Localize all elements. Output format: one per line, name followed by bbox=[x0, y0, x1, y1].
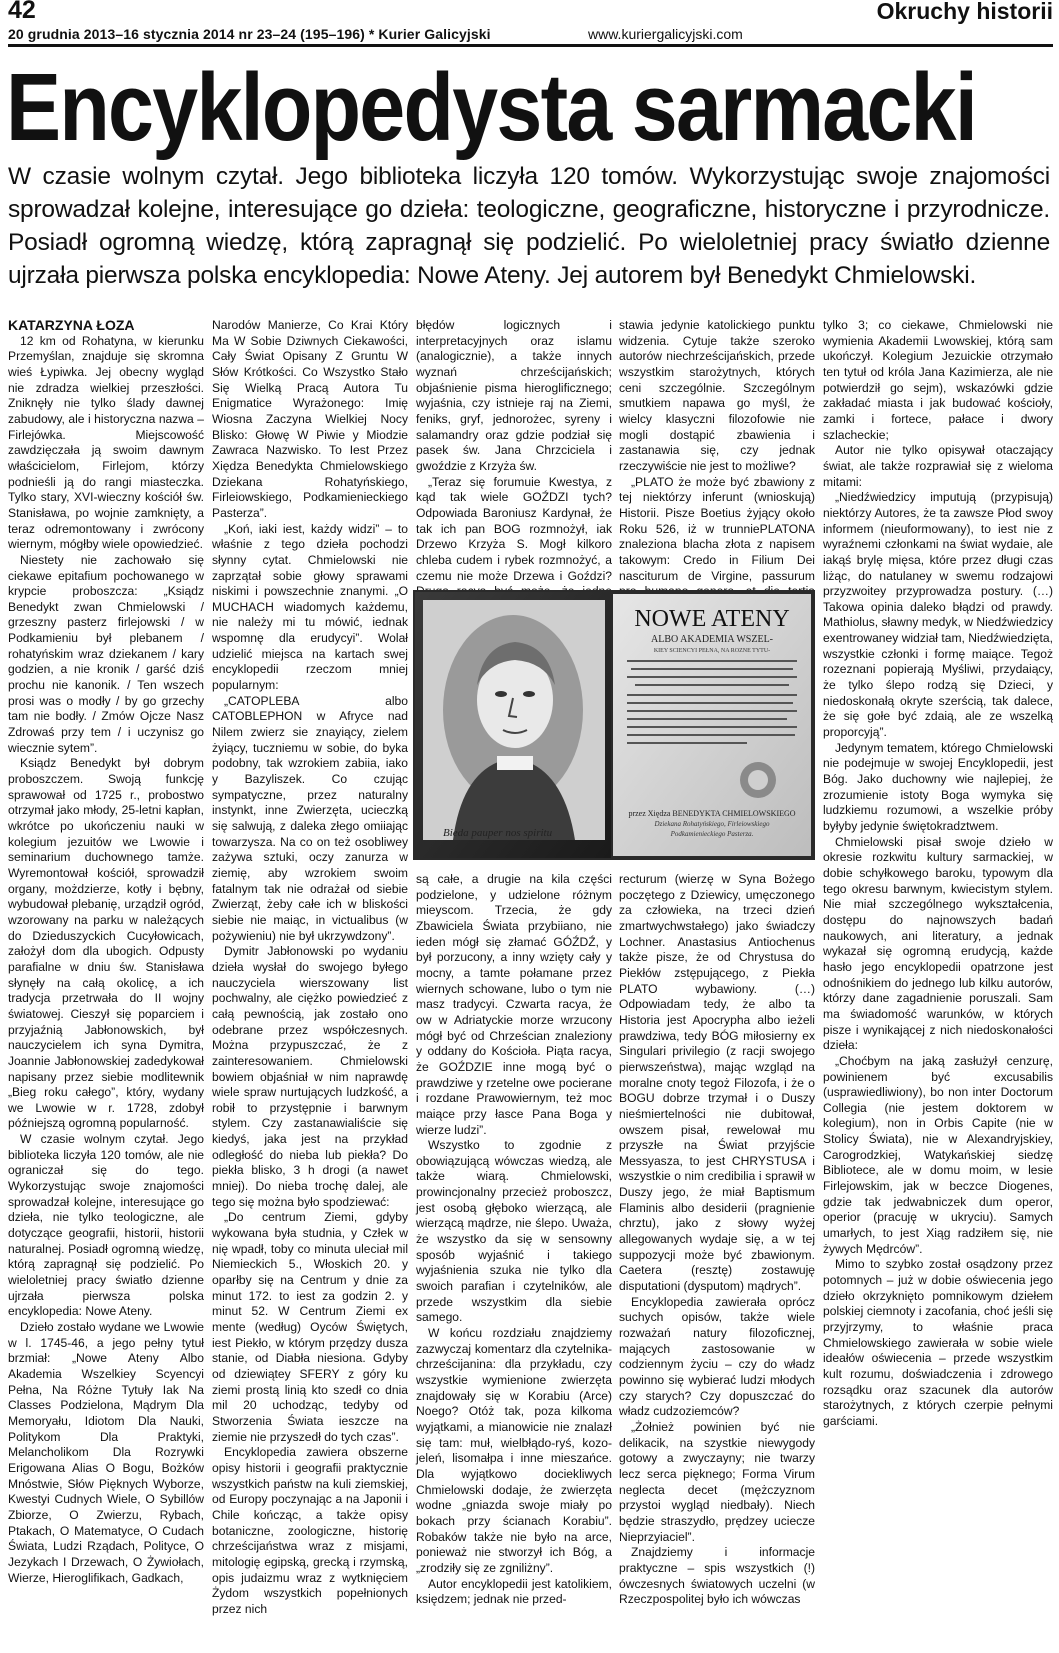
title-page-subtitle: ALBO AKADEMIA WSZEL- bbox=[650, 634, 774, 645]
title-page-author-2: Dziekana Rohatyńskiego, Firleiowskiego bbox=[654, 820, 770, 828]
title-page-subtitle-2: KIEY SCIENCYI PEŁNA, NA ROZNE TYTU- bbox=[653, 648, 771, 654]
header-rule bbox=[8, 44, 1053, 47]
paragraph: „Niedźwiedzicy imputują (przypisują) niektórzy Autores, że ta zawsze Płod swoy informem (nieuformowany), to iest nie z wyraźnemi członkami na świat wydaie, ale iakąś brylę mięsa, które przez długi czas liżąc, do natulaney w swemu rodzajowi przyzwoitey przyprowadza postury. (…) Takowa opinia daleko błądzi od prawdy. Mathiolus, sławny medyk, w Niedźwiedzicy exentrowaney widział tam, Niedźwiedzięta, wszystkie członki i formę maiące. Tegoż rozeznani popierają Myśliwi, przydaiący, że tylko ślepo rodzą się Dzieci, y niedoskonałą okryte szerścią, tak dalece, że się gołe być zdaią, ale ze wszelką proporcyją”. bbox=[823, 490, 1053, 740]
portrait-engraving bbox=[415, 592, 611, 858]
paragraph: stawia jedynie katolickiego punktu widzenia. Cytuje także szeroko autorów niechrześcijańskich, przede wszystkim starożytnych, których ceni szczególnie. Szczególnym smutkiem napawa go myśl, że wielcy klasyczni filozofowie nie mogli dostąpić zbawienia i zastanawia się, czy jednak rzeczywiście nie jest to możliwe? bbox=[619, 318, 815, 473]
article-body bbox=[8, 318, 1053, 1653]
column-3-bottom bbox=[416, 872, 612, 1608]
title-page bbox=[613, 594, 811, 856]
column-1 bbox=[8, 318, 204, 1653]
column-4 bbox=[619, 318, 815, 1653]
paragraph: Autor encyklopedii jest katolikiem, księdzem; jednak nie przed- bbox=[416, 1576, 612, 1607]
paragraph: Narodów Manierze, Co Krai Który Ma W Sobie Dziwnych Ciekawości, Cały Świat Opisany Z Gruntu W Słów Krótkości. Co Wszystko Stało Się Wielką Pracą Autora Tu Enigmatice Wyrażonego: Imię Wiosna Zaczyna Wielkiej Nocy Blisko: Głowę W Piwie y Miodzie Zawraca Nazwisko. To Iest Przez Xiędza Benedykta Chmielowskiego Dziekana Rohatyńskiego, Firleiowskiego, Podkamienieckiego Pasterza”. bbox=[212, 318, 408, 520]
paragraph: „Choćbym na jaką zasłużył cenzurę, powinienem być excusabilis (usprawiedliwiony), bo non inter Doctorum Collegia (nie jestem doktorem w kolegium), non in Orbis Capite (nie w Stolicy Świata), nie w Alexandryjskiey, Carogrodzkiej, Watykańskiej siedzę Bibliotece, ale w domu moim, w lesie Firlejowskim, jak w beczce Diogenes, gdzie tak jedwabniczek dum operor, operior (pracuję w ukryciu). Samych umarłych, to jest Xiąg radziłem się, nie żywych Mędrców”. bbox=[823, 1053, 1053, 1256]
paragraph: „PLATO że może być zbawiony z tej niektórzy inferunt (wnioskują) Historii. Pisze Boetius żyjący około Roku 526, iż w trunniePLATONA znaleziona blacha złota z napisem takowym: Credo in Filium Dei nasciturum de Virgine, passurum bbox=[619, 474, 815, 583]
paragraph: recturum (wierzę w Syna Bożego poczętego z Dziewicy, umęczonego za człowieka, na trzeci dzień zmartwychwstałego) jako świadczy Lochner. Anastasius Antiochenus także pisze, że od Chrystusa do Piekłów zstępującego, z Piekła PLATO wybawiony. (…) Odpowiadam tedy, że albo ta Historia jest Apocrypha albo ieżeli prawdziwa, tedy BÓG miłosierny ex Singulari privilegio (z racji swojego pierwszeństwa), mając wzgląd na moralne cnoty tegoż Filozofa, i że o BOGU dobrze trzymał i o Duszy nieśmiertelności nie dubitował, owszem pisał, rewelował mu przyszłe na Świat przyjście Messyasza, to jest CHRYSTUSA i wszystkie o nim credibilia i sprawił w Duszy jego, że miał Baptismum Flaminis albo desiderii (pragnienie chrztu), jako z słowy wyżej allegowanych wydaje się, a w tej suppozycji może być zbawionym. Caetera (resztę) zostawuję disputationi (dysputom) mądrych”. bbox=[619, 872, 815, 1294]
author-byline: KATARZYNA ŁOZA bbox=[8, 317, 135, 333]
article-lead: W czasie wolnym czytał. Jego biblioteka liczyła 120 tomów. Wykorzystując swoje znajomości sprowadzał kolejne, interesujące go dzieła: teologiczne, geograficzne, historyczne i przyrodnicze. Posiadł ogromną wiedzę, którą zapragnął się podzielić. Po wieloletniej pracy światło dzienne ujrzała pierwsza polska encyklopedia: Nowe Ateny. Jej autorem był Benedykt Chmielowski. bbox=[8, 163, 1050, 289]
article-title: Encyklopedysta sarmacki bbox=[6, 54, 977, 161]
paragraph: błędów logicznych i interpretacyjnych oraz islamu (analogicznie), a także innych wyznań chrześcijańskich; objaśnienie pisma hieroglificznego; wyjaśnia, czy istnieje raj na Ziemi, feniks, gryf, jednorożec, syreny i salamandry oraz gdzie podział się pasek św. Jana Chrzciciela i gwoździe z Krzyża św. bbox=[416, 318, 612, 473]
page-number: 42 bbox=[8, 0, 36, 24]
article-photo bbox=[413, 590, 815, 860]
paragraph: Chmielowski pisał swoje dzieło w okresie rozkwitu kultury sarmackiej, w dobie schyłkowego baroku, typowym dla tego okresu barwnym, kwiecistym stylem. Nie miał szczególnego wykształcenia, dostępu do najnowszych badań naukowych, ani literatury, a jednak wykazał się ogromną erudycją, każde hasło jego encyklopedii opatrzone jest odnośnikiem do jednego lub kilku autorów, którzy dane zagadnienie poruszali. Sam ma świadomość warunków, w których pisze i wynikającej z nich niedoskonałości dzieła: bbox=[823, 834, 1053, 1053]
paragraph: Znajdziemy i informacje praktyczne – spis wszystkich (!) ówczesnych światowych uczelni (w Rzeczpospolitej było ich wówczas bbox=[619, 1545, 815, 1607]
paragraph: „Teraz się forumuie Kwestya, z kąd tak wiele GOŹDZI tych? Odpowiada Baroniusz Kardynał, że tak ich pan BOG rozmnożył, iak Drzewo Krzyża S. Mogł kilkoro chleba cudem i rybek rozmnożyć, a czemu nie może Drzewa i Goździ? bbox=[416, 474, 612, 583]
column-3-top bbox=[416, 318, 612, 592]
paragraph: Ksiądz Benedykt był dobrym proboszczem. Swoją funkcję sprawował od 1725 r., probostwo otrzymał jako młody, 25-letni kapłan, wkrótce po ukończeniu nauki w kolegium jezuitów we Lwowie i seminarium duchownego tamże. Wyremontował kościół, sprowadził organy, możdzierze, kotły i bębny, wybudował plebanię, urządził ogród, wzorowany na parku w należących do Dzieduszyckich Cucyłowicach, założył dom dla ubogich. Odpusty parafialne w dniu św. Stanisława słynęły na całą okolicę, a ich tradycja przetrwała do II wojny światowej. Cieszył się poparciem i przyjaźnią Jabłonowskich, był nauczycielem ich syna Dymitra, Joannie Jabłonowskiej zadedykował napisany przez siebie modlitewnik „Bieg roku całego”, który, wydany we Lwowie w r. 1728, zdobył późniejszą ogromną popularność. bbox=[8, 756, 204, 1131]
paragraph: Wszystko to zgodnie z obowiązującą wówczas wiedzą, ale także wiarą. Chmielowski, prowincjonalny przecież proboszcz, jest osobą głęboko wierzącą, ale wierzącą mądrze, nie ślepo. Uważa, że wszystko da się w sensowny sposób wyjaśnić i takiego wyjaśnienia szuka nie tylko dla swoich parafian i czytelników, ale przede wszystkim dla siebie samego. bbox=[416, 1138, 612, 1325]
issue-dateline: 20 grudnia 2013–16 stycznia 2014 nr 23–24 (195–196) * Kurier Galicyjski bbox=[8, 26, 491, 42]
paragraph: Encyklopedia zawierała oprócz suchych opisów, także wiele rozważań natury filozoficznej, mających zastosowanie w codziennym życiu – czy do władz powinno się wybierać ludzi młodych czy starych? Czy dopuszczać do władz cudzoziemców? bbox=[619, 1294, 815, 1419]
paragraph: są całe, a drugie na kila części podzielone, y udzielone różnym mieyscom. Trzecia, że gdy Zbawiciela Świata przybiiano, nie ieden mógł się złamać GÓŹDŹ, y był porzucony, a inny wzięty cały y mocny, a tamte połamane przez wiernych schowane, lubo o tym nie masz tradycyi. Czwarta racya, że ow w Adriatyckie morze wrzucony mógł być od Chrześcian znaleziony y oddany do Kościoła. Piąta racya, że GOŹDZIE inne mogą być o prawdziwe y rzetelne owe pocierane i rozdane Prawowiernym, też moc maiące przy łasce Pana Boga y wierze ludzi”. bbox=[416, 872, 612, 1137]
paragraph: 12 km od Rohatyna, w kierunku Przemyślan, znajduje się skromna wieś Łypiwka. Jej obecny wygląd nie zdradza wielkiej przeszłości. Zniknęły nie tylko ślady dawnej zabudowy, ale i historyczna nazwa – Firlejówka. Miejscowość zawdzięczała ją swoim dawnym właścicielom, Firlejom, którzy podnieśli ją do rangi miasteczka. Tylko stary, XVI-wieczny kościół św. Stanisława, po wojnie zamknięty, a teraz odremontowany i zwrócony wiernym, mógłby wiele opowiedzieć. bbox=[8, 333, 204, 552]
page-header bbox=[8, 0, 1053, 40]
website-link[interactable]: www.kuriergalicyjski.com bbox=[588, 26, 743, 42]
column-5 bbox=[823, 318, 1053, 1653]
paragraph: W końcu rozdziału znajdziemy zazwyczaj komentarz dla czytelnika-chrześcijanina: dla przykładu, czy wszystkie wymienione zwierzęta znajdowały się w Korabiu (Arce) Noego? Otóż tak, poza kilkoma wyjątkami, a mianowicie nie znalazł się tam: muł, wielbłądo-ryś, kozo-jeleń, lisomałpa i inne mieszańce. Dla wyjątkowo dociekliwych Chmielowski dodaje, że zwierzęta wodne „gniazda swoje miały po bokach przy ścianach Korabiu”. Robaków także nie było na arce, ponieważ nie stworzył ich Bóg, a „zrodziły się ze zgniliżny”. bbox=[416, 1326, 612, 1575]
section-name: Okruchy historii bbox=[876, 0, 1053, 24]
paragraph: Jedynym tematem, którego Chmielowski nie podejmuje w swojej Encyklopedii, jest Bóg. Jako duchowny wie najlepiej, że zrozumienie istoty Boga wymyka się ludzkiemu rozumowi, a wszelkie próby byłyby jedynie świętokradztwem. bbox=[823, 740, 1053, 833]
column-4-top bbox=[619, 318, 815, 592]
portrait-caption: Bieda pauper nos spiritu bbox=[443, 827, 553, 839]
paragraph: „Żołnież powinien być nie delikacik, na szystkie niewygody gotowy a zwyczayny; nie twarzy lecz serca pięknego; Forma Virum neglecta decet (mężczyznom przystoi wygląd niedbały). Niech będzie straszydło, prędzey uciecze Nieprzyiaciel”. bbox=[619, 1419, 815, 1544]
title-page-author: przez Xiędza BENEDYKTA CHMIELOWSKIEGO bbox=[628, 809, 796, 818]
column-2 bbox=[212, 318, 408, 1653]
paragraph: „Do centrum Ziemi, gdyby wykowana była studnia, y Człek w nię wpadł, toby co minuta uleciał mil Niemieckich 5., Włoskich 20. y oparłby się na Centrum y dnie za minut 172. to iest za godzin 2. y minut 52. W Centrum Ziemi ex mente (według) Oyców Świętych, iest Piekło, w którym przędzy dusza stanie, od Diabła niesiona. Gdyby od dziewiątey SFERY z góry ku ziemi prostą linią kto szedł co dnia mil 20 uchodząc, tedyby od Stworzenia Świata ieszcze na ziemie nie przyszedł do tych czas”. bbox=[212, 1210, 408, 1444]
paragraph: W czasie wolnym czytał. Jego biblioteka liczyła 120 tomów, ale nie ograniczał się do tego. Wykorzystując swoje znajomości sprowadzał kolejne, interesujące go dzieła, nie tylko teologiczne, ale dotyczące geografii, historii, historii naturalnej. Posiadł ogromną wiedzę, którą zapragnął się podzielić. Po wieloletniej pracy światło dzienne ujrzała pierwsza polska encyklopedia: Nowe Ateny. bbox=[8, 1132, 204, 1319]
column-3 bbox=[416, 318, 612, 1653]
paragraph: Encyklopedia zawiera obszerne opisy historii i geografii praktycznie wszystkich państw na kuli ziemskiej, od Europy poczynając a na Japonii i Chile kończąc, a także opisy botaniczne, zoologiczne, historię chrześcijaństwa wraz z misjami, mitologię egipską, grecką i rzymską, opis judaizmu wraz z wytknięciem Żydom wszystkich popełnionych przez nich bbox=[212, 1445, 408, 1616]
paragraph: Mimo to szybko został osądzony przez potomnych – już w dobie oświecenia jego dzieło okrzyknięto pomnikowym dziełem polskiej ciemnoty i zacofania, choć jeśli się przyjrzymy, to właśnie praca Chmielowskiego zawierała w sobie wiele ideałów oświecenia – przede wszystkim kult rozumu, doświadczenia i zdrowego rozsądku oraz szacunek dla autorów starożytnych, z których czerpie pełnymi garściami. bbox=[823, 1257, 1053, 1428]
paragraph: Dzieło zostało wydane we Lwowie w l. 1745-46, a jego pełny tytuł brzmiał: „Nowe Ateny Albo Akademia Wszelkiey Scyencyi Pełna, Na Różne Tytuły Iak Na Classes Podzielona, Mądrym Dla Memoryału, Idiotom Dla Nauki, Politykom Dla Praktyki, Melancholikom Dla Rozrywki Erigowana Alias O Bogu, Bożków Mnóstwie, Słów Pięknych Wyborze, Kwestyi Cudnych Wiele, O Sybillów Zbiorze, O Zwierzu, Rybach, Ptakach, O Matematyce, O Cudach Świata, Ludzi Rządach, Polityce, O Jezykach I Drzewach, O Żywiołach, Wierze, Hieroglifikach, Gadkach, bbox=[8, 1320, 204, 1585]
title-page-heading: NOWE ATENY bbox=[634, 606, 790, 632]
paragraph: tylko 3; co ciekawe, Chmielowski nie wymienia Akademii Lwowskiej, którą sam ukończył. Kolegium Jezuickie otrzymało ten tytuł od króla Jana Kazimierza, ale nie potwierdził go sejm), wskazówki gdzie zakładać miasta i jak budować kościoły, zamki i fortece, pałace i dwory szlacheckie; bbox=[823, 318, 1053, 442]
column-4-bottom bbox=[619, 872, 815, 1608]
paragraph: Dymitr Jabłonowski po wydaniu dzieła wysłał do swojego byłego nauczyciela wierszowany list pochwalny, ale ciężko powiedzieć z całą pewnością, jak zostało ono odebrane przez współczesnych. Można przypuszczać, że z zainteresowaniem. Chmielowski bowiem objaśniał w nim naprawdę wiele spraw nurtujących ludzkość, a robił to przystępnie i barwnym stylem. Czy zastanawialiście się kiedyś, jaka jest na przykład odległość do nieba lub piekła? Do piekła blisko, 3 h drogi (a nawet mniej). Do nieba trochę dalej, ale tego się można było spodziewać: bbox=[212, 944, 408, 1209]
paragraph: Niestety nie zachowało się ciekawe epitafium pochowanego w krypcie proboszcza: „Ksiądz Benedykt zwan Chmielowski / grzeszny pasterz firlejowski / w Podkamieniu był plebanem / rohatyńskim wraz dziekanem / kary godzien, a nie kronik / garść dziś prochu nie kanonik. / Ten wszech prosi was o modły / by go grzechy tam nie bodły. / Zmów Ojcze Nasz Zdrowaś przy tem / i uczynisz go wiecznie sytem”. bbox=[8, 552, 204, 755]
paragraph: „CATOPLEBA albo CATOBLEPHON w Afryce nad Nilem zwierz sie znayiący, zielem żyiący, tuczniemu w sobie, do byka podobny, tak wzrokiem zabiia, iako y Bazyliszek. Co czując sympatyczne, przez naturalny instynkt, inne Zwierzęta, ucieczką się salwują, z daleka złego omiiając towarzysza. Na co on też osobliwey zażywa sztuki, oczy zanurza w ziemię, aby wzrokiem swoim fatalnym tak nie odrażał od siebie Zwierząt, żeby całe ich w bliskości siebie nie maiąc, in victualibus (w pożywieniu) nie był ukrzywdzony”. bbox=[212, 693, 408, 943]
paragraph: „Koń, iaki iest, każdy widzi” – to właśnie z tego dzieła pochodzi słynny cytat. Chmielowski nie zaprzątał sobie głowy sprawami niskimi i powszechnie znanymi. „O MUCHACH wiadomych każdemu, nie należy mi tu mówić, iednak wspomnę dla erudycyi”. Wolał udzielić miejsca na kartach swej encyklopedii rzeczom mniej popularnym: bbox=[212, 521, 408, 693]
paragraph: Autor nie tylko opisywał otaczający świat, ale także rozprawiał się z wieloma mitami: bbox=[823, 443, 1053, 489]
title-page-author-3: Podkamienieckiego Pasterza. bbox=[670, 830, 754, 838]
